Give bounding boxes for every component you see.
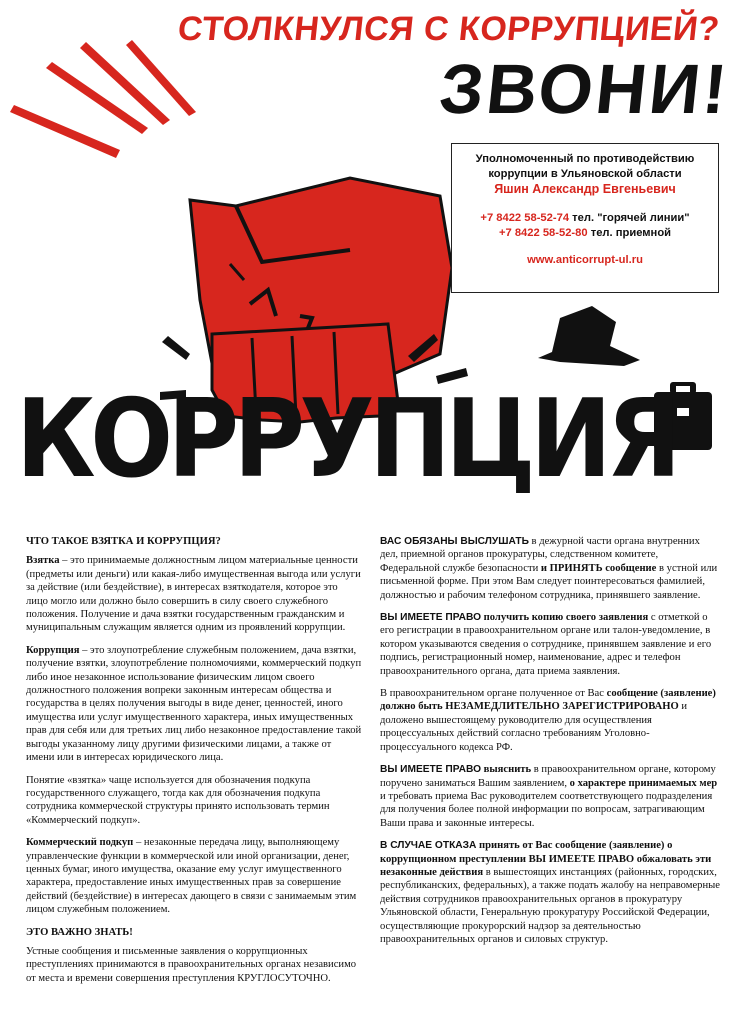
paragraph-bribe-concept: Понятие «взятка» чаще используется для обозначения подкупа государственного служащего, тогда как для обозначения подкупа сотрудника коммерческой структуры принято использовать термин «Коммерческий подкуп».	[26, 774, 330, 826]
paragraph-must-listen: ВАС ОБЯЗАНЫ ВЫСЛУШАТЬ в дежурной части органа внутренних дел, приемной органов прокуратуры, следственном комитете, Федеральной службе безопасности и ПРИНЯТЬ сообщение в устной или письменной форме. При этом Вам следует поинтересоваться фамилией, должностью и рабочим телефоном сотрудника, принявшего заявление.	[380, 536, 718, 601]
contact-role-line1: Уполномоченный по противодействию	[475, 153, 695, 165]
heading-what-is: ЧТО ТАКОЕ ВЗЯТКА И КОРРУПЦИЯ?	[26, 536, 221, 547]
headline-call: ЗВОНИ!	[435, 50, 734, 128]
headline-title: СТОЛКНУЛСЯ С КОРРУПЦИЕЙ?	[176, 10, 722, 48]
motion-lines-red	[10, 40, 196, 158]
paragraph-copy-right: ВЫ ИМЕЕТЕ ПРАВО получить копию своего заявления с отметкой о его регистрации в правоохранительном органе или талон-уведомление, в котором указываются сведения о сотруднике, принявшем заявление и его подпись, регистрационный номер, наименование, адрес и телефон правоохранительного органа, дата приема заявления.	[380, 612, 712, 677]
contact-box	[451, 143, 719, 293]
paragraph-registration: В правоохранительном органе полученное от Вас сообщение (заявление) должно быть НЕЗАМЕДЛИТЕЛЬНО ЗАРЕГИСТРИРОВАНО и доложено вышестоящему руководителю для осуществления процессуальных действий согласно требованиям Уголовно-процессуального кодекса РФ.	[380, 688, 716, 753]
paragraph-find-out: ВЫ ИМЕЕТЕ ПРАВО выяснить в правоохранительном органе, которому поручено заниматься Вашим заявлением, о характере принимаемых мер и требовать приема Вас руководителем соответствующего подразделения для получения более полной информации по вопросам, затрагивающим Ваши права и законные интересы.	[380, 764, 718, 829]
phone-hotline-label: тел. "горячей линии"	[572, 212, 690, 224]
contact-name: Яшин Александр Евгеньевич	[494, 182, 676, 196]
phone-reception-number[interactable]: +7 8422 58-52-80	[498, 227, 588, 239]
phone-reception-label: тел. приемной	[590, 227, 672, 239]
paragraph-round-the-clock: Устные сообщения и письменные заявления о коррупционных преступлениях принимаются в правоохранительных органах независимо от места и времени совершения преступления КРУГЛОСУТОЧНО.	[26, 945, 357, 984]
paragraph-commercial-bribery: Коммерческий подкуп – незаконные передача лицу, выполняющему управленческие функции в коммерческой или иной организации, денег, ценных бумаг, иного имущества, оказание ему услуг имущественного характера, предоставление иных имущественных прав за совершение действий (бездействие) в интересах дающего в связи с занимаемым этим лицом служебным положением.	[26, 837, 357, 916]
hero-word: КОРРУПЦИЯ	[16, 377, 676, 502]
phone-hotline-number[interactable]: +7 8422 58-52-74	[480, 212, 570, 224]
heading-important: ЭТО ВАЖНО ЗНАТЬ!	[26, 926, 133, 938]
right-column	[380, 535, 720, 955]
hat-icon	[538, 306, 640, 366]
paragraph-bribe: Взятка – это принимаемые должностным лицом материальные ценности (предметы или деньги) или какая-либо имущественная выгода или услуги за действие (или бездействие), в интересах взяткодателя, которое это лицо могло или должно было совершить в силу своего служебного положения. Получение и дача взятки государственным гражданским и муниципальным служащим является одним из проявлений коррупции.	[26, 555, 361, 634]
website-link[interactable]: www.anticorrupt-ul.ru	[527, 254, 643, 266]
left-column	[26, 535, 362, 994]
contact-role-line2: коррупции в Ульяновской области	[488, 168, 682, 180]
paragraph-corruption: Коррупция – это злоупотребление служебным положением, дача взятки, получение взятки, злоупотребление полномочиями, коммерческий подкуп либо иное незаконное использование физическим лицом своего должностного положения вопреки законным интересам общества и государства в целях получения выгоды в виде денег, ценностей, иного имущества или услуг имущественного характера, иных имущественных прав для себя или для третьих лиц либо незаконное предоставление такой выгоды указанному лицу другими физическими лицами, а также от имени или в интересах юридического лица.	[26, 644, 362, 764]
text-columns	[26, 535, 720, 1015]
paragraph-refusal: В СЛУЧАЕ ОТКАЗА принять от Вас сообщение (заявление) о коррупционном преступлении ВЫ ИМЕЕТЕ ПРАВО обжаловать эти незаконные действия в вышестоящих инстанциях (районных, городских, республиканских, федеральных), а также подать жалобу на неправомерные действия сотрудников правоохранительных органов в прокуратуру Ульяновской области, Генеральную прокуратуру Российской Федерации, осуществляющие прокурорский надзор за деятельностью правоохранительных органов и силовых структур.	[380, 840, 720, 945]
